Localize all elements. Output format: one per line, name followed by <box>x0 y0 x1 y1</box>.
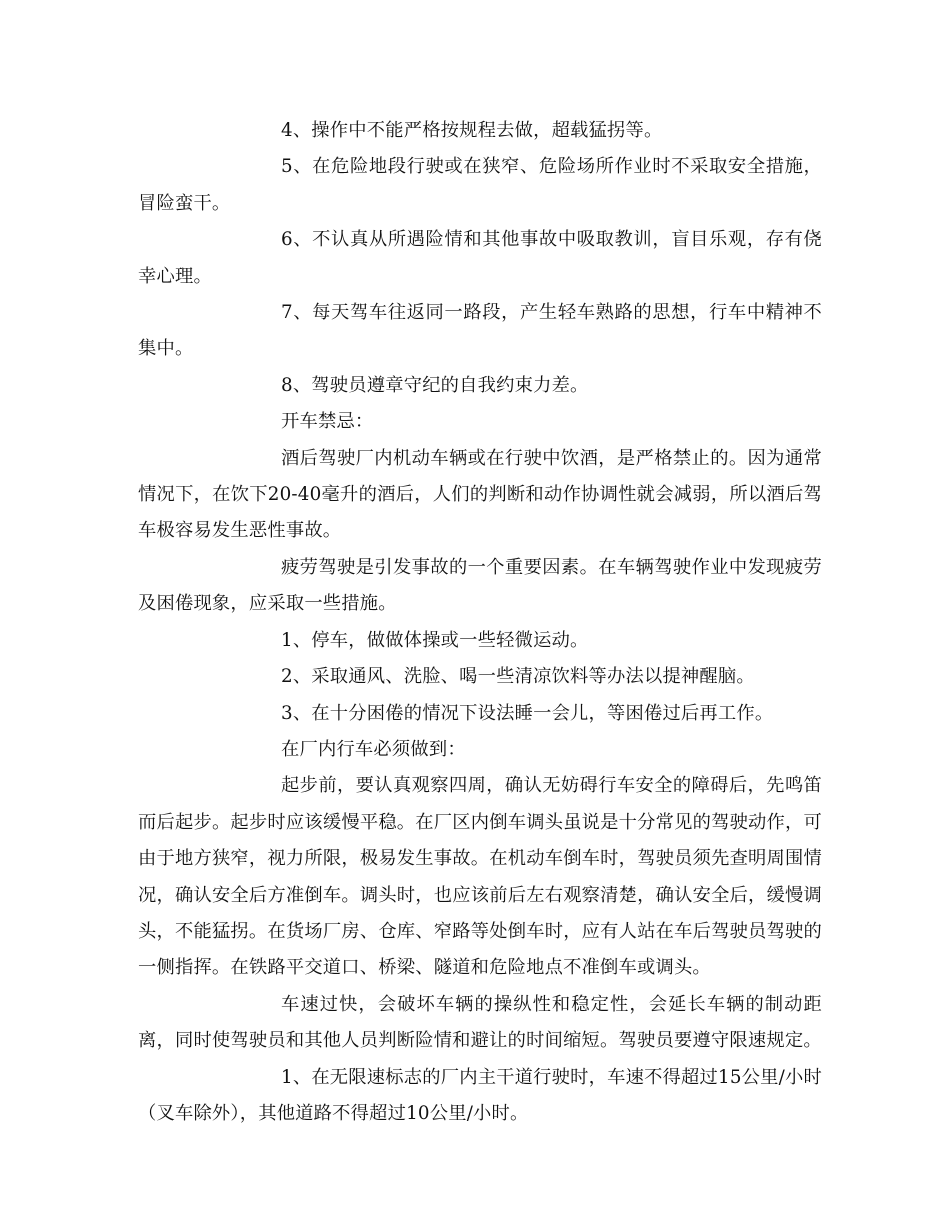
paragraph-item-4: 4、操作中不能严格按规程去做，超载猛拐等。 <box>281 120 663 141</box>
paragraph-item-5: 5、在危险地段行驶或在狭窄、危险场所作业时不采取安全措施，冒险蛮干。 <box>138 156 822 214</box>
paragraph-starting-reversing: 起步前，要认真观察四周，确认无妨碍行车安全的障碍后，先鸣笛而后起步。起步时应该缓慢平稳。在厂区内倒车调头虽说是十分常见的驾驶动作，可由于地方狭窄，视力所限，极易发生事故。在机动车倒车时，驾驶员须先查明周围情况，确认安全后方准倒车。调头时，也应该前后左右观察清楚，确认安全后，缓慢调头，不能猛拐。在货场厂房、仓库、窄路等处倒车时，应有人站在车后驾驶员驾驶的一侧指挥。在铁路平交道口、桥梁、隧道和危险地点不准倒车或调头。 <box>138 775 822 979</box>
paragraph-item-6: 6、不认真从所遇险情和其他事故中吸取教训，盲目乐观，存有侥幸心理。 <box>138 229 822 287</box>
paragraph-item-7: 7、每天驾车往返同一路段，产生轻车熟路的思想，行车中精神不集中。 <box>138 302 822 360</box>
paragraph-speeding: 车速过快，会破坏车辆的操纵性和稳定性，会延长车辆的制动距离，同时使驾驶员和其他人员判断险情和避让的时间缩短。驾驶员要遵守限速规定。 <box>138 993 822 1052</box>
paragraph-item-8: 8、驾驶员遵章守纪的自我约束力差。 <box>281 374 589 396</box>
paragraph-measure-3: 3、在十分困倦的情况下设法睡一会儿，等困倦过后再工作。 <box>281 702 774 724</box>
paragraph-speed-limit-1: 1、在无限速标志的厂内主干道行驶时，车速不得超过15公里/小时（叉车除外），其他道路不得超过10公里/小时。 <box>138 1066 822 1124</box>
document-page <box>138 113 822 1132</box>
paragraph-drunk-driving: 酒后驾驶厂内机动车辆或在行驶中饮酒，是严格禁止的。因为通常情况下，在饮下20-40毫升的酒后，人们的判断和动作协调性就会减弱，所以酒后驾车极容易发生恶性事故。 <box>138 447 822 542</box>
paragraph-fatigue-driving: 疲劳驾驶是引发事故的一个重要因素。在车辆驾驶作业中发现疲劳及困倦现象，应采取一些措施。 <box>138 556 822 615</box>
section-heading-driving-taboos: 开车禁忌： <box>281 411 374 433</box>
paragraph-measure-1: 1、停车，做做体操或一些轻微运动。 <box>281 629 589 651</box>
section-heading-factory-driving: 在厂内行车必须做到： <box>281 738 466 760</box>
paragraph-measure-2: 2、采取通风、洗脸、喝一些清凉饮料等办法以提神醒脑。 <box>281 666 755 688</box>
